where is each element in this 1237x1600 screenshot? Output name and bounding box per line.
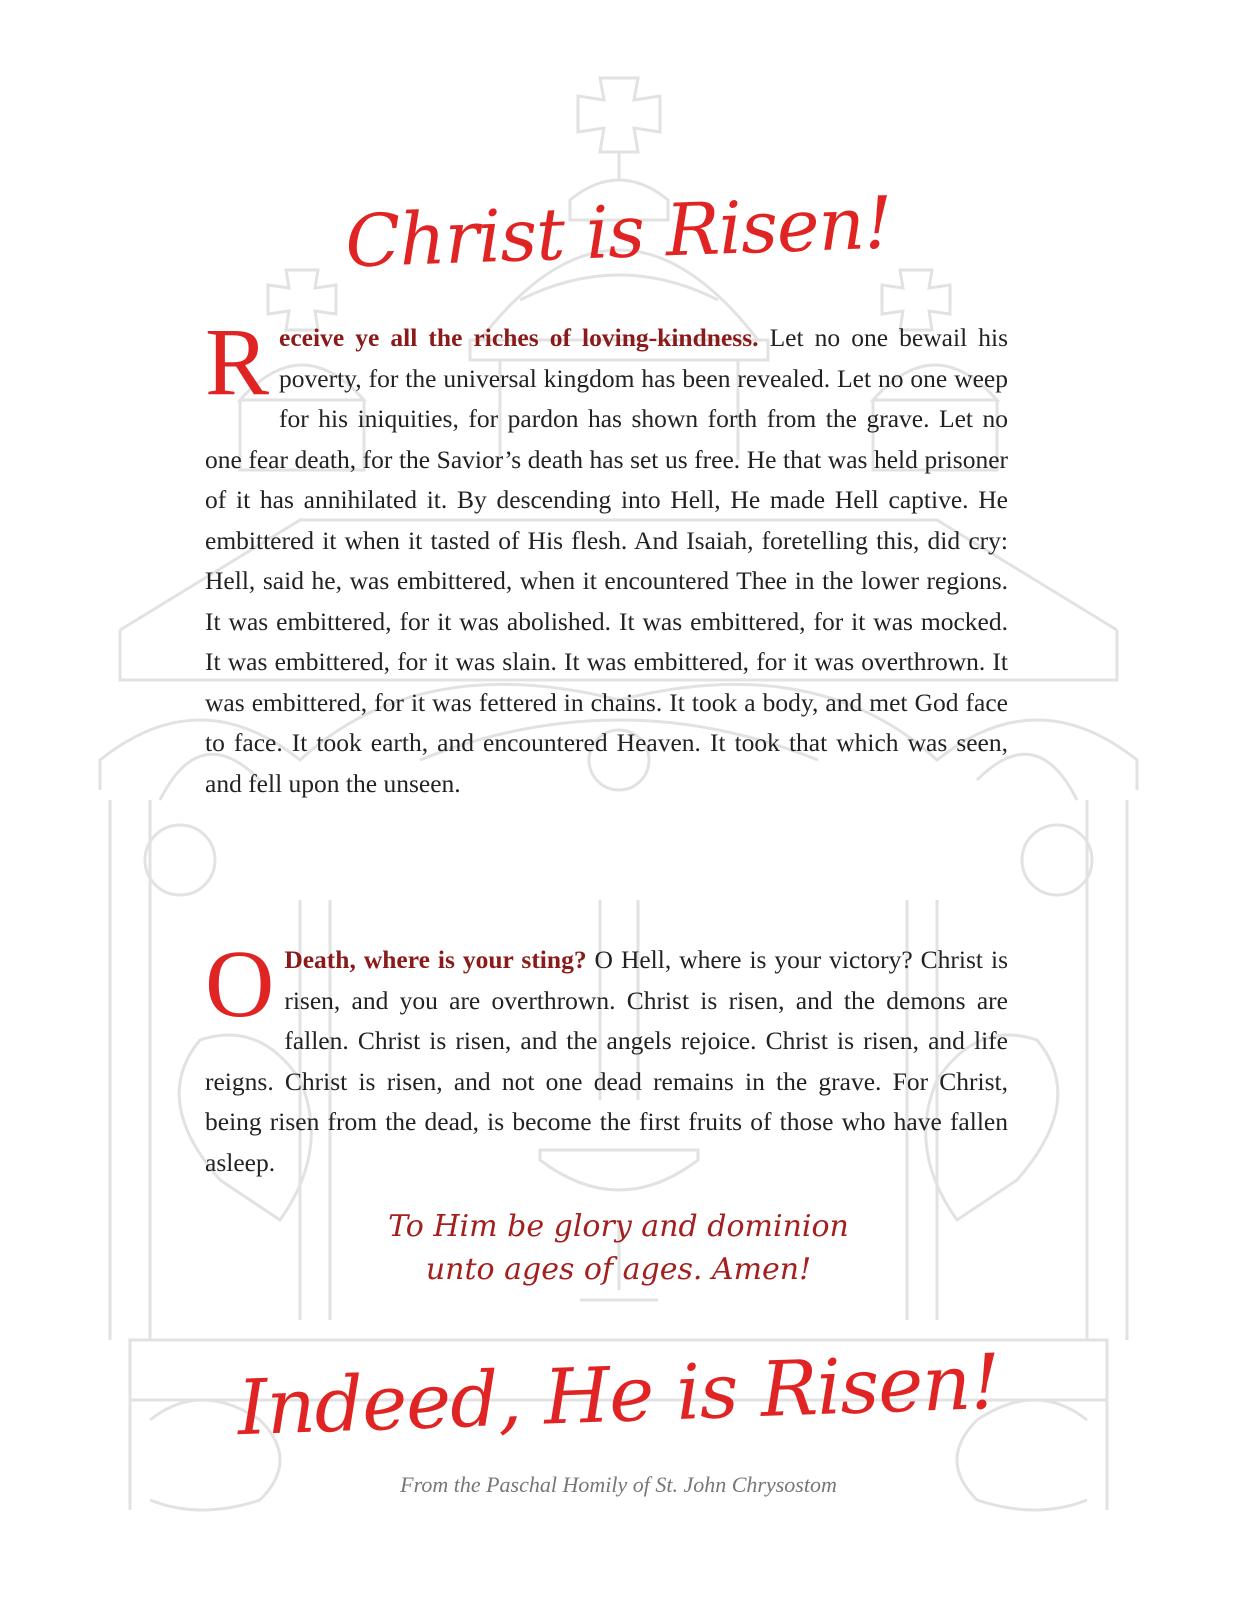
paragraph-text: Let no one bewail his poverty, for the universal kingdom has been revealed. Let no one weep for his iniquities, for pardon has shown forth from the grave. Let no one fear death, for the Savior’s death has set us free. He that was held prisoner of it has annihilated it. By descending into Hell, He made Hell captive. He embittered it when it tasted of His flesh. And Isaiah, foretelling this, did cry: Hell, said he, was embittered, when it encountered Thee in the lower regions. It was embittered, for it was abolished. It was embittered, for it was mocked. It was embittered, for it was slain. It was embittered, for it was overthrown. It was embittered, for it was fettered in chains. It took a body, and met God face to face. It took earth, and encountered Heaven. It took that which was seen, and fell upon the unseen. [205, 323, 1009, 798]
homily-paragraph-1 [205, 308, 1009, 804]
response-title: Indeed, He is Risen! [235, 1336, 1002, 1453]
paragraph-text: O Hell, where is your victory? Christ is risen, and you are overthrown. Christ is risen, and the demons are fallen. Christ is risen, and the angels rejoice. Christ is risen, and life reigns. Christ is risen, and not one dead remains in the grave. For Christ, being risen from the dead, is become the first fruits of those who have fallen asleep. [205, 945, 1008, 1177]
cross-icon [578, 78, 660, 152]
homily-paragraph-2 [205, 930, 1008, 1183]
drop-cap: O [205, 930, 275, 1037]
page-title: Christ is Risen! [343, 180, 894, 284]
doxology [0, 1205, 1237, 1291]
lead-phrase: Death, where is your sting? [284, 945, 587, 974]
drop-cap: R [205, 308, 270, 415]
lead-phrase: eceive ye all the riches of loving-kindness. [279, 323, 759, 352]
doxology-line-1: To Him be glory and dominion [388, 1209, 849, 1244]
doxology-line-2: unto ages of ages. Amen! [425, 1252, 812, 1287]
source-attribution: From the Paschal Homily of St. John Chrysostom [400, 1472, 837, 1497]
